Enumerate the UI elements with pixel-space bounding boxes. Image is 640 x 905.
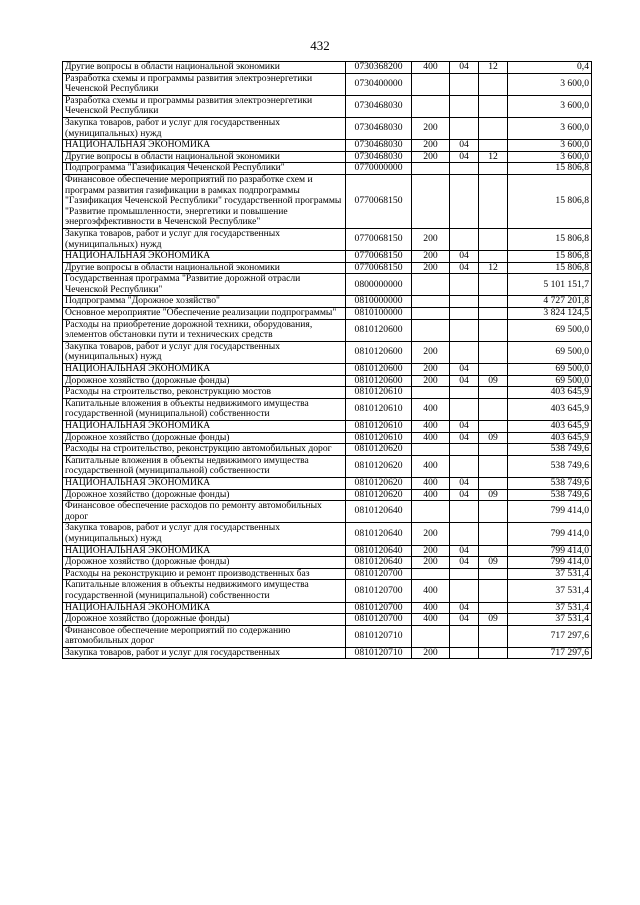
row-section-cell — [450, 568, 479, 580]
row-code-cell: 0810120700 — [346, 580, 412, 602]
row-subsection-cell — [479, 523, 508, 545]
row-name-cell: Дорожное хозяйство (дорожные фонды) — [63, 432, 346, 444]
row-subsection-cell: 09 — [479, 375, 508, 387]
table-row — [63, 625, 592, 647]
row-expense-type-cell — [412, 296, 450, 308]
row-expense-type-cell: 200 — [412, 151, 450, 163]
table-row — [63, 557, 592, 569]
row-section-cell — [450, 523, 479, 545]
row-code-cell: 0730368200 — [346, 62, 412, 74]
row-code-cell: 0810120610 — [346, 398, 412, 420]
row-amount-cell: 69 500,0 — [508, 364, 592, 376]
row-section-cell: 04 — [450, 432, 479, 444]
row-expense-type-cell — [412, 501, 450, 523]
row-code-cell: 0810120610 — [346, 432, 412, 444]
row-expense-type-cell — [412, 274, 450, 296]
row-name-cell: НАЦИОНАЛЬНАЯ ЭКОНОМИКА — [63, 421, 346, 433]
row-code-cell: 0810120600 — [346, 364, 412, 376]
row-subsection-cell — [479, 364, 508, 376]
row-section-cell — [450, 625, 479, 647]
row-name-cell: Финансовое обеспечение расходов по ремонту автомобильных дорог — [63, 501, 346, 523]
row-amount-cell: 538 749,6 — [508, 489, 592, 501]
row-expense-type-cell: 200 — [412, 545, 450, 557]
row-name-cell: Дорожное хозяйство (дорожные фонды) — [63, 614, 346, 626]
table-row — [63, 545, 592, 557]
row-name-cell: Государственная программа "Развитие дорожной отрасли Чеченской Республики" — [63, 274, 346, 296]
row-code-cell: 0770068150 — [346, 251, 412, 263]
row-amount-cell: 15 806,8 — [508, 251, 592, 263]
row-code-cell: 0810120640 — [346, 545, 412, 557]
row-section-cell: 04 — [450, 62, 479, 74]
row-section-cell — [450, 274, 479, 296]
row-name-cell: Расходы на строительство, реконструкцию мостов — [63, 387, 346, 399]
row-expense-type-cell: 400 — [412, 455, 450, 477]
row-expense-type-cell: 400 — [412, 602, 450, 614]
row-code-cell: 0730468030 — [346, 140, 412, 152]
table-row — [63, 455, 592, 477]
row-name-cell: Капитальные вложения в объекты недвижимого имущества государственной (муниципальной) собственности — [63, 455, 346, 477]
row-name-cell: Закупка товаров, работ и услуг для государственных (муниципальных) нужд — [63, 228, 346, 250]
row-code-cell: 0800000000 — [346, 274, 412, 296]
table-row — [63, 140, 592, 152]
row-subsection-cell — [479, 117, 508, 139]
row-section-cell: 04 — [450, 262, 479, 274]
row-code-cell: 0810120640 — [346, 501, 412, 523]
row-subsection-cell — [479, 647, 508, 659]
table-row — [63, 568, 592, 580]
row-expense-type-cell — [412, 95, 450, 117]
table-row — [63, 62, 592, 74]
row-expense-type-cell — [412, 308, 450, 320]
table-row — [63, 296, 592, 308]
row-subsection-cell — [479, 274, 508, 296]
row-amount-cell: 69 500,0 — [508, 341, 592, 363]
row-code-cell: 0770068150 — [346, 174, 412, 228]
page-number: 432 — [310, 38, 330, 53]
table-row — [63, 308, 592, 320]
row-section-cell — [450, 341, 479, 363]
row-section-cell: 04 — [450, 421, 479, 433]
row-name-cell: Разработка схемы и программы развития электроэнергетики Чеченской Республики — [63, 95, 346, 117]
row-code-cell: 0810120700 — [346, 568, 412, 580]
row-amount-cell: 799 414,0 — [508, 557, 592, 569]
row-expense-type-cell: 400 — [412, 580, 450, 602]
row-section-cell — [450, 117, 479, 139]
row-code-cell: 0810120600 — [346, 341, 412, 363]
row-subsection-cell: 09 — [479, 614, 508, 626]
row-code-cell: 0810120620 — [346, 489, 412, 501]
table-row — [63, 421, 592, 433]
row-subsection-cell — [479, 455, 508, 477]
row-section-cell — [450, 228, 479, 250]
row-subsection-cell — [479, 73, 508, 95]
row-section-cell: 04 — [450, 477, 479, 489]
row-code-cell: 0810100000 — [346, 308, 412, 320]
row-expense-type-cell: 200 — [412, 262, 450, 274]
row-code-cell: 0730400000 — [346, 73, 412, 95]
row-expense-type-cell — [412, 174, 450, 228]
row-amount-cell: 717 297,6 — [508, 625, 592, 647]
row-expense-type-cell: 400 — [412, 477, 450, 489]
row-section-cell — [450, 296, 479, 308]
row-expense-type-cell: 200 — [412, 523, 450, 545]
row-amount-cell: 799 414,0 — [508, 523, 592, 545]
row-expense-type-cell: 200 — [412, 557, 450, 569]
row-amount-cell: 403 645,9 — [508, 398, 592, 420]
row-subsection-cell: 12 — [479, 151, 508, 163]
row-amount-cell: 37 531,4 — [508, 580, 592, 602]
row-amount-cell: 403 645,9 — [508, 421, 592, 433]
row-subsection-cell — [479, 387, 508, 399]
row-subsection-cell — [479, 625, 508, 647]
row-subsection-cell — [479, 174, 508, 228]
row-expense-type-cell: 200 — [412, 647, 450, 659]
row-section-cell — [450, 163, 479, 175]
row-section-cell — [450, 398, 479, 420]
row-amount-cell: 37 531,4 — [508, 602, 592, 614]
row-amount-cell: 37 531,4 — [508, 614, 592, 626]
row-section-cell — [450, 455, 479, 477]
row-subsection-cell — [479, 319, 508, 341]
row-subsection-cell — [479, 501, 508, 523]
row-code-cell: 0810120710 — [346, 625, 412, 647]
table-row — [63, 228, 592, 250]
row-section-cell — [450, 387, 479, 399]
row-subsection-cell: 09 — [479, 557, 508, 569]
budget-table-body — [63, 62, 592, 659]
table-row — [63, 251, 592, 263]
table-row — [63, 262, 592, 274]
row-code-cell: 0810120620 — [346, 444, 412, 456]
row-expense-type-cell: 400 — [412, 489, 450, 501]
row-amount-cell: 15 806,8 — [508, 228, 592, 250]
row-expense-type-cell — [412, 444, 450, 456]
row-subsection-cell — [479, 477, 508, 489]
table-row — [63, 444, 592, 456]
table-row — [63, 319, 592, 341]
row-name-cell: Подпрограмма "Дорожное хозяйство" — [63, 296, 346, 308]
row-subsection-cell: 09 — [479, 432, 508, 444]
row-section-cell — [450, 73, 479, 95]
row-code-cell: 0770068150 — [346, 228, 412, 250]
row-section-cell — [450, 444, 479, 456]
row-amount-cell: 3 600,0 — [508, 95, 592, 117]
row-code-cell: 0810120700 — [346, 614, 412, 626]
row-section-cell — [450, 95, 479, 117]
row-name-cell: Подпрограмма "Газификация Чеченской Республики" — [63, 163, 346, 175]
row-amount-cell: 15 806,8 — [508, 163, 592, 175]
row-subsection-cell — [479, 580, 508, 602]
row-expense-type-cell: 200 — [412, 140, 450, 152]
row-expense-type-cell: 200 — [412, 228, 450, 250]
row-code-cell: 0810120640 — [346, 557, 412, 569]
row-expense-type-cell: 200 — [412, 341, 450, 363]
row-name-cell: Финансовое обеспечение мероприятий по разработке схем и программ развития газификации в рамках подпрограммы "Газификация Чеченской Республики" государственной программы "Развитие промышленности, энергетики и повышение энергоэффективности в Чеченской Республике" — [63, 174, 346, 228]
row-expense-type-cell: 400 — [412, 421, 450, 433]
table-row — [63, 174, 592, 228]
row-amount-cell: 403 645,9 — [508, 387, 592, 399]
row-section-cell: 04 — [450, 140, 479, 152]
row-amount-cell: 69 500,0 — [508, 319, 592, 341]
row-amount-cell: 538 749,6 — [508, 444, 592, 456]
table-row — [63, 489, 592, 501]
row-name-cell: Разработка схемы и программы развития электроэнергетики Чеченской Республики — [63, 73, 346, 95]
table-row — [63, 341, 592, 363]
row-amount-cell: 0,4 — [508, 62, 592, 74]
row-expense-type-cell: 400 — [412, 62, 450, 74]
row-subsection-cell — [479, 545, 508, 557]
row-name-cell: Капитальные вложения в объекты недвижимого имущества государственной (муниципальной) собственности — [63, 398, 346, 420]
row-amount-cell: 37 531,4 — [508, 568, 592, 580]
table-row — [63, 647, 592, 659]
row-subsection-cell — [479, 398, 508, 420]
row-section-cell — [450, 174, 479, 228]
row-name-cell: Расходы на приобретение дорожной техники, оборудования, элементов обстановки пути и технических средств — [63, 319, 346, 341]
row-amount-cell: 3 600,0 — [508, 117, 592, 139]
row-amount-cell: 538 749,6 — [508, 455, 592, 477]
row-code-cell: 0810120640 — [346, 523, 412, 545]
table-row — [63, 163, 592, 175]
row-section-cell — [450, 319, 479, 341]
row-name-cell: Расходы на реконструкцию и ремонт производственных баз — [63, 568, 346, 580]
row-amount-cell: 799 414,0 — [508, 545, 592, 557]
row-amount-cell: 3 600,0 — [508, 73, 592, 95]
row-name-cell: Закупка товаров, работ и услуг для государственных (муниципальных) нужд — [63, 341, 346, 363]
table-row — [63, 274, 592, 296]
budget-table — [62, 61, 592, 659]
row-subsection-cell — [479, 296, 508, 308]
table-row — [63, 501, 592, 523]
row-expense-type-cell: 400 — [412, 614, 450, 626]
row-code-cell: 0730468030 — [346, 95, 412, 117]
row-expense-type-cell — [412, 163, 450, 175]
row-amount-cell: 4 727 201,8 — [508, 296, 592, 308]
row-subsection-cell — [479, 251, 508, 263]
row-expense-type-cell — [412, 625, 450, 647]
row-amount-cell: 799 414,0 — [508, 501, 592, 523]
row-expense-type-cell — [412, 319, 450, 341]
row-code-cell: 0810120700 — [346, 602, 412, 614]
row-expense-type-cell — [412, 568, 450, 580]
row-expense-type-cell: 200 — [412, 251, 450, 263]
table-row — [63, 151, 592, 163]
row-subsection-cell — [479, 95, 508, 117]
table-row — [63, 375, 592, 387]
table-row — [63, 95, 592, 117]
row-section-cell: 04 — [450, 545, 479, 557]
table-row — [63, 477, 592, 489]
row-name-cell: Закупка товаров, работ и услуг для государственных (муниципальных) нужд — [63, 117, 346, 139]
row-code-cell: 0770000000 — [346, 163, 412, 175]
row-name-cell: НАЦИОНАЛЬНАЯ ЭКОНОМИКА — [63, 364, 346, 376]
row-section-cell: 04 — [450, 489, 479, 501]
row-expense-type-cell: 200 — [412, 375, 450, 387]
row-code-cell: 0810120610 — [346, 387, 412, 399]
row-name-cell: Расходы на строительство, реконструкцию автомобильных дорог — [63, 444, 346, 456]
row-name-cell: Капитальные вложения в объекты недвижимого имущества государственной (муниципальной) собственности — [63, 580, 346, 602]
row-section-cell — [450, 501, 479, 523]
row-subsection-cell: 12 — [479, 262, 508, 274]
row-section-cell: 04 — [450, 375, 479, 387]
row-subsection-cell — [479, 228, 508, 250]
row-code-cell: 0810120600 — [346, 319, 412, 341]
row-section-cell: 04 — [450, 251, 479, 263]
row-section-cell: 04 — [450, 614, 479, 626]
row-code-cell: 0810000000 — [346, 296, 412, 308]
row-code-cell: 0810120610 — [346, 421, 412, 433]
row-subsection-cell — [479, 140, 508, 152]
row-expense-type-cell — [412, 73, 450, 95]
row-subsection-cell — [479, 163, 508, 175]
table-row — [63, 73, 592, 95]
row-amount-cell: 538 749,6 — [508, 477, 592, 489]
row-amount-cell: 403 645,9 — [508, 432, 592, 444]
row-expense-type-cell: 200 — [412, 117, 450, 139]
row-section-cell: 04 — [450, 364, 479, 376]
row-name-cell: Другие вопросы в области национальной экономики — [63, 62, 346, 74]
row-amount-cell: 69 500,0 — [508, 375, 592, 387]
row-subsection-cell — [479, 444, 508, 456]
row-expense-type-cell: 200 — [412, 364, 450, 376]
row-amount-cell: 3 600,0 — [508, 140, 592, 152]
row-section-cell — [450, 308, 479, 320]
table-row — [63, 432, 592, 444]
row-code-cell: 0730468030 — [346, 151, 412, 163]
row-code-cell: 0810120600 — [346, 375, 412, 387]
row-name-cell: Финансовое обеспечение мероприятий по содержанию автомобильных дорог — [63, 625, 346, 647]
row-name-cell: НАЦИОНАЛЬНАЯ ЭКОНОМИКА — [63, 545, 346, 557]
row-amount-cell: 15 806,8 — [508, 174, 592, 228]
row-name-cell: Другие вопросы в области национальной экономики — [63, 262, 346, 274]
row-name-cell: Закупка товаров, работ и услуг для государственных (муниципальных) нужд — [63, 523, 346, 545]
row-amount-cell: 3 600,0 — [508, 151, 592, 163]
row-name-cell: Закупка товаров, работ и услуг для государственных — [63, 647, 346, 659]
row-code-cell: 0810120710 — [346, 647, 412, 659]
row-name-cell: Дорожное хозяйство (дорожные фонды) — [63, 489, 346, 501]
table-row — [63, 614, 592, 626]
row-subsection-cell — [479, 421, 508, 433]
row-expense-type-cell — [412, 387, 450, 399]
row-name-cell: Дорожное хозяйство (дорожные фонды) — [63, 375, 346, 387]
row-section-cell: 04 — [450, 602, 479, 614]
row-subsection-cell: 09 — [479, 489, 508, 501]
row-subsection-cell — [479, 308, 508, 320]
row-expense-type-cell: 400 — [412, 398, 450, 420]
row-expense-type-cell: 400 — [412, 432, 450, 444]
row-amount-cell: 717 297,6 — [508, 647, 592, 659]
row-name-cell: НАЦИОНАЛЬНАЯ ЭКОНОМИКА — [63, 251, 346, 263]
row-name-cell: Другие вопросы в области национальной экономики — [63, 151, 346, 163]
row-name-cell: Дорожное хозяйство (дорожные фонды) — [63, 557, 346, 569]
row-name-cell: НАЦИОНАЛЬНАЯ ЭКОНОМИКА — [63, 477, 346, 489]
row-amount-cell: 15 806,8 — [508, 262, 592, 274]
row-subsection-cell — [479, 341, 508, 363]
row-code-cell: 0770068150 — [346, 262, 412, 274]
row-amount-cell: 3 824 124,5 — [508, 308, 592, 320]
row-code-cell: 0730468030 — [346, 117, 412, 139]
table-row — [63, 364, 592, 376]
table-row — [63, 602, 592, 614]
table-row — [63, 580, 592, 602]
row-subsection-cell: 12 — [479, 62, 508, 74]
row-name-cell: Основное мероприятие "Обеспечение реализации подпрограммы" — [63, 308, 346, 320]
row-code-cell: 0810120620 — [346, 477, 412, 489]
table-row — [63, 523, 592, 545]
row-amount-cell: 5 101 151,7 — [508, 274, 592, 296]
row-name-cell: НАЦИОНАЛЬНАЯ ЭКОНОМИКА — [63, 140, 346, 152]
row-code-cell: 0810120620 — [346, 455, 412, 477]
table-row — [63, 387, 592, 399]
row-subsection-cell — [479, 568, 508, 580]
table-row — [63, 398, 592, 420]
row-section-cell: 04 — [450, 151, 479, 163]
row-name-cell: НАЦИОНАЛЬНАЯ ЭКОНОМИКА — [63, 602, 346, 614]
row-section-cell: 04 — [450, 557, 479, 569]
table-row — [63, 117, 592, 139]
row-section-cell — [450, 580, 479, 602]
row-subsection-cell — [479, 602, 508, 614]
row-section-cell — [450, 647, 479, 659]
